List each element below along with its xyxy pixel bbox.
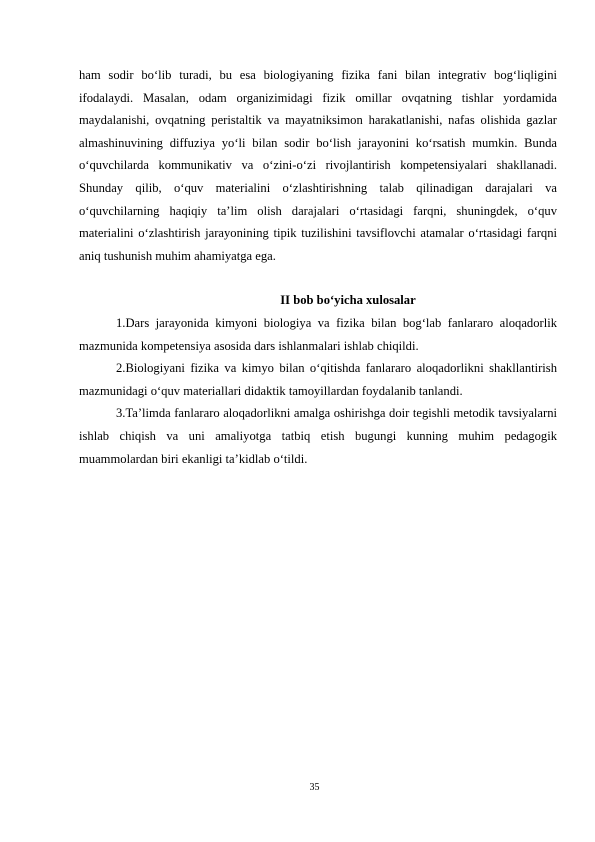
section-heading: II bob bo‘yicha xulosalar	[280, 293, 416, 308]
conclusion-item-2: 2.Biologiyani fizika va kimyo bilan o‘qitishda fanlararo aloqadorlikni shakllantirish mazmunidagi o‘quv materiallari didaktik tamoyillardan foydalanib tanlandi.	[79, 361, 557, 398]
document-page	[79, 64, 557, 470]
page-number: 35	[309, 782, 320, 793]
intro-paragraph: ham sodir bo‘lib turadi, bu esa biologiyaning fizika fani bilan integrativ bog‘liqligini ifodalaydi. Masalan, odam organizimidagi fizik omillar ovqatning tishlar yordamida maydalanishi, ovqatning peristaltik va mayatniksimon harakatlanishi, nafas olishida gazlar almashinuvining diffuziya yo‘li bilan sodir bo‘lish jarayonini ko‘rsatish mumkin. Bunda o‘quvchilarda kommunikativ va o‘zini-o‘zi rivojlantirish kompetensiyalari shakllanadi. Shunday qilib, o‘quv materialini o‘zlashtirishning talab qilinadigan darajalari va o‘quvchilarning haqiqiy ta’lim olish darajalari o‘rtasidagi farqni, shuningdek, o‘quv materialini o‘zlashtirish jarayonining tipik tuzilishini tavsiflovchi atamalar o‘rtasidagi farqni aniq tushunish muhim ahamiyatga ega.	[79, 68, 557, 263]
conclusion-item-3: 3.Ta’limda fanlararo aloqadorlikni amalga oshirishga doir tegishli metodik tavsiyalarni ishlab chiqish va uni amaliyotga tatbiq etish bugungi kunning muhim pedagogik muammolardan biri ekanligi ta’kidlab o‘tildi.	[79, 406, 557, 466]
conclusion-item-1: 1.Dars jarayonida kimyoni biologiya va fizika bilan bog‘lab fanlararo aloqadorlik mazmunida kompetensiya asosida dars ishlanmalari ishlab chiqildi.	[79, 315, 557, 353]
